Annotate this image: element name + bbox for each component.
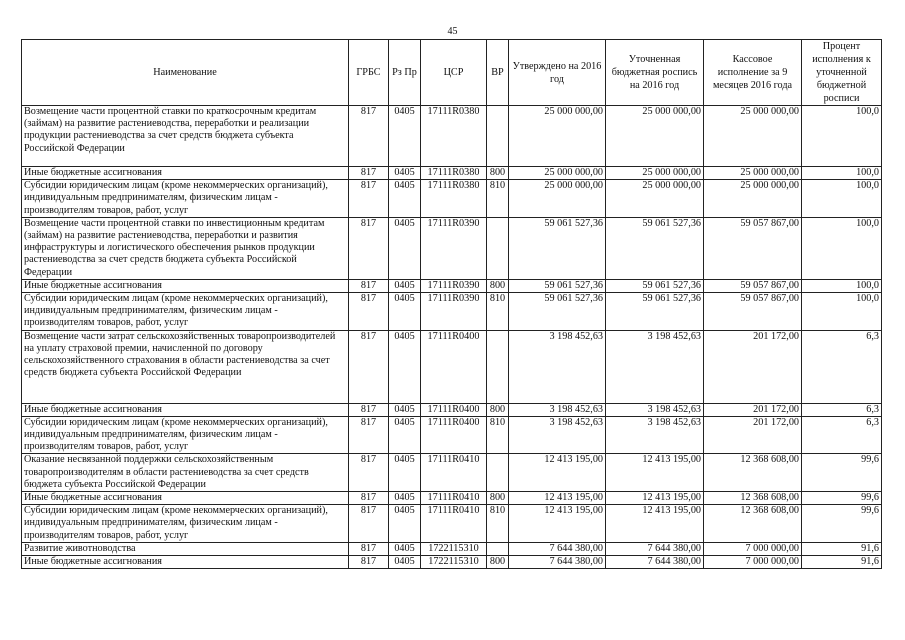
row-specified: 59 061 527,36 xyxy=(606,217,704,279)
row-approved: 3 198 452,63 xyxy=(509,403,606,416)
header-percent: Процент исполнения к уточненной бюджетной росписи xyxy=(802,40,882,106)
row-approved: 7 644 380,00 xyxy=(509,556,606,569)
row-cash: 201 172,00 xyxy=(704,330,802,403)
row-grbs: 817 xyxy=(349,505,389,543)
row-percent: 99,6 xyxy=(802,492,882,505)
header-name: Наименование xyxy=(22,40,349,106)
row-cash: 59 057 867,00 xyxy=(704,279,802,292)
row-cash: 12 368 608,00 xyxy=(704,505,802,543)
header-row xyxy=(22,40,882,106)
page-number: 45 xyxy=(447,26,458,37)
row-approved: 59 061 527,36 xyxy=(509,217,606,279)
row-rz-pr: 0405 xyxy=(389,180,421,218)
row-vr xyxy=(487,106,509,167)
table-row xyxy=(22,330,882,403)
row-name: Иные бюджетные ассигнования xyxy=(22,492,349,505)
row-grbs: 817 xyxy=(349,454,389,492)
row-specified: 7 644 380,00 xyxy=(606,542,704,555)
row-approved: 59 061 527,36 xyxy=(509,293,606,331)
row-csr: 17111R0410 xyxy=(421,454,487,492)
row-grbs: 817 xyxy=(349,217,389,279)
row-vr: 800 xyxy=(487,279,509,292)
row-csr: 17111R0380 xyxy=(421,180,487,218)
row-name: Иные бюджетные ассигнования xyxy=(22,556,349,569)
budget-table xyxy=(21,39,882,569)
row-specified: 25 000 000,00 xyxy=(606,180,704,218)
row-percent: 99,6 xyxy=(802,454,882,492)
row-rz-pr: 0405 xyxy=(389,454,421,492)
row-cash: 201 172,00 xyxy=(704,403,802,416)
row-approved: 25 000 000,00 xyxy=(509,180,606,218)
row-approved: 7 644 380,00 xyxy=(509,542,606,555)
row-percent: 100,0 xyxy=(802,279,882,292)
row-name: Иные бюджетные ассигнования xyxy=(22,167,349,180)
row-grbs: 817 xyxy=(349,106,389,167)
table-row xyxy=(22,505,882,543)
row-rz-pr: 0405 xyxy=(389,167,421,180)
table-row xyxy=(22,416,882,454)
row-approved: 3 198 452,63 xyxy=(509,330,606,403)
table-row xyxy=(22,403,882,416)
table-row xyxy=(22,180,882,218)
row-cash: 25 000 000,00 xyxy=(704,180,802,218)
row-approved: 25 000 000,00 xyxy=(509,167,606,180)
row-specified: 3 198 452,63 xyxy=(606,403,704,416)
row-vr xyxy=(487,330,509,403)
table-row xyxy=(22,556,882,569)
row-rz-pr: 0405 xyxy=(389,279,421,292)
row-specified: 59 061 527,36 xyxy=(606,293,704,331)
row-vr: 800 xyxy=(487,403,509,416)
row-name: Субсидии юридическим лицам (кроме некоммерческих организаций), индивидуальным предпринимателям, физическим лицам - производителям товаров, работ, услуг xyxy=(22,293,349,331)
row-cash: 12 368 608,00 xyxy=(704,454,802,492)
row-csr: 17111R0400 xyxy=(421,330,487,403)
row-csr: 17111R0400 xyxy=(421,403,487,416)
row-grbs: 817 xyxy=(349,180,389,218)
row-csr: 17111R0390 xyxy=(421,279,487,292)
table-body xyxy=(22,106,882,569)
row-percent: 6,3 xyxy=(802,403,882,416)
row-rz-pr: 0405 xyxy=(389,542,421,555)
row-csr: 17111R0380 xyxy=(421,167,487,180)
row-approved: 12 413 195,00 xyxy=(509,492,606,505)
row-rz-pr: 0405 xyxy=(389,293,421,331)
row-name: Субсидии юридическим лицам (кроме некоммерческих организаций), индивидуальным предпринимателям, физическим лицам - производителям товаров, работ, услуг xyxy=(22,416,349,454)
row-cash: 201 172,00 xyxy=(704,416,802,454)
row-cash: 12 368 608,00 xyxy=(704,492,802,505)
row-rz-pr: 0405 xyxy=(389,403,421,416)
table-row xyxy=(22,106,882,167)
row-csr: 1722115310 xyxy=(421,556,487,569)
row-name: Оказание несвязанной поддержки сельскохозяйственным товаропроизводителям в области растениеводства за счет средств бюджета субъекта Российской Федерации xyxy=(22,454,349,492)
row-vr: 810 xyxy=(487,180,509,218)
row-grbs: 817 xyxy=(349,279,389,292)
row-grbs: 817 xyxy=(349,542,389,555)
row-approved: 25 000 000,00 xyxy=(509,106,606,167)
row-approved: 59 061 527,36 xyxy=(509,279,606,292)
row-specified: 25 000 000,00 xyxy=(606,167,704,180)
row-csr: 17111R0400 xyxy=(421,416,487,454)
row-cash: 59 057 867,00 xyxy=(704,217,802,279)
row-csr: 1722115310 xyxy=(421,542,487,555)
row-vr: 810 xyxy=(487,293,509,331)
row-percent: 99,6 xyxy=(802,505,882,543)
row-rz-pr: 0405 xyxy=(389,492,421,505)
row-percent: 6,3 xyxy=(802,330,882,403)
row-vr: 810 xyxy=(487,416,509,454)
header-grbs: ГРБС xyxy=(349,40,389,106)
header-approved: Утверждено на 2016 год xyxy=(509,40,606,106)
row-name: Субсидии юридическим лицам (кроме некоммерческих организаций), индивидуальным предпринимателям, физическим лицам - производителям товаров, работ, услуг xyxy=(22,180,349,218)
table-row xyxy=(22,279,882,292)
row-percent: 6,3 xyxy=(802,416,882,454)
row-specified: 3 198 452,63 xyxy=(606,330,704,403)
row-rz-pr: 0405 xyxy=(389,416,421,454)
row-specified: 12 413 195,00 xyxy=(606,492,704,505)
row-cash: 25 000 000,00 xyxy=(704,167,802,180)
row-specified: 7 644 380,00 xyxy=(606,556,704,569)
row-vr xyxy=(487,454,509,492)
row-grbs: 817 xyxy=(349,492,389,505)
row-cash: 59 057 867,00 xyxy=(704,293,802,331)
row-approved: 12 413 195,00 xyxy=(509,454,606,492)
header-csr: ЦСР xyxy=(421,40,487,106)
row-rz-pr: 0405 xyxy=(389,330,421,403)
header-vr: ВР xyxy=(487,40,509,106)
row-grbs: 817 xyxy=(349,167,389,180)
row-rz-pr: 0405 xyxy=(389,556,421,569)
table-header xyxy=(22,40,882,106)
row-csr: 17111R0410 xyxy=(421,492,487,505)
row-rz-pr: 0405 xyxy=(389,106,421,167)
row-csr: 17111R0390 xyxy=(421,217,487,279)
header-cash: Кассовое исполнение за 9 месяцев 2016 года xyxy=(704,40,802,106)
table-row xyxy=(22,293,882,331)
row-percent: 100,0 xyxy=(802,106,882,167)
row-percent: 100,0 xyxy=(802,293,882,331)
row-specified: 3 198 452,63 xyxy=(606,416,704,454)
row-grbs: 817 xyxy=(349,416,389,454)
row-vr xyxy=(487,217,509,279)
row-vr: 800 xyxy=(487,492,509,505)
row-name: Возмещение части процентной ставки по краткосрочным кредитам (займам) на развитие растениеводства, переработки и реализации продукции растениеводства за счет средств бюджета субъекта Российской Федерации xyxy=(22,106,349,167)
row-name: Возмещение части процентной ставки по инвестиционным кредитам (займам) на развитие растениеводства, переработки и развития инфраструктуры и логистического обеспечения рынков продукции растениеводства за счет средств бюджета субъекта Российской Федерации xyxy=(22,217,349,279)
row-specified: 12 413 195,00 xyxy=(606,505,704,543)
row-percent: 91,6 xyxy=(802,542,882,555)
row-vr: 800 xyxy=(487,556,509,569)
row-rz-pr: 0405 xyxy=(389,505,421,543)
row-approved: 12 413 195,00 xyxy=(509,505,606,543)
row-approved: 3 198 452,63 xyxy=(509,416,606,454)
row-specified: 12 413 195,00 xyxy=(606,454,704,492)
row-specified: 25 000 000,00 xyxy=(606,106,704,167)
header-specified: Уточненная бюджетная роспись на 2016 год xyxy=(606,40,704,106)
row-percent: 91,6 xyxy=(802,556,882,569)
row-percent: 100,0 xyxy=(802,167,882,180)
row-csr: 17111R0380 xyxy=(421,106,487,167)
row-grbs: 817 xyxy=(349,556,389,569)
table-row xyxy=(22,542,882,555)
row-vr: 810 xyxy=(487,505,509,543)
row-cash: 25 000 000,00 xyxy=(704,106,802,167)
table-row xyxy=(22,454,882,492)
row-name: Субсидии юридическим лицам (кроме некоммерческих организаций), индивидуальным предпринимателям, физическим лицам - производителям товаров, работ, услуг xyxy=(22,505,349,543)
row-percent: 100,0 xyxy=(802,217,882,279)
row-cash: 7 000 000,00 xyxy=(704,556,802,569)
row-specified: 59 061 527,36 xyxy=(606,279,704,292)
row-grbs: 817 xyxy=(349,293,389,331)
row-name: Иные бюджетные ассигнования xyxy=(22,279,349,292)
row-vr xyxy=(487,542,509,555)
row-name: Развитие животноводства xyxy=(22,542,349,555)
table-row xyxy=(22,217,882,279)
row-name: Иные бюджетные ассигнования xyxy=(22,403,349,416)
row-cash: 7 000 000,00 xyxy=(704,542,802,555)
table-row xyxy=(22,167,882,180)
row-grbs: 817 xyxy=(349,403,389,416)
row-rz-pr: 0405 xyxy=(389,217,421,279)
row-percent: 100,0 xyxy=(802,180,882,218)
row-csr: 17111R0410 xyxy=(421,505,487,543)
table-row xyxy=(22,492,882,505)
header-rz-pr: Рз Пр xyxy=(389,40,421,106)
row-grbs: 817 xyxy=(349,330,389,403)
row-name: Возмещение части затрат сельскохозяйственных товаропроизводителей на уплату страховой премии, начисленной по договору сельскохозяйственного страхования в области растениеводства за счет средств бюджета субъекта Российской Федерации xyxy=(22,330,349,403)
row-vr: 800 xyxy=(487,167,509,180)
row-csr: 17111R0390 xyxy=(421,293,487,331)
